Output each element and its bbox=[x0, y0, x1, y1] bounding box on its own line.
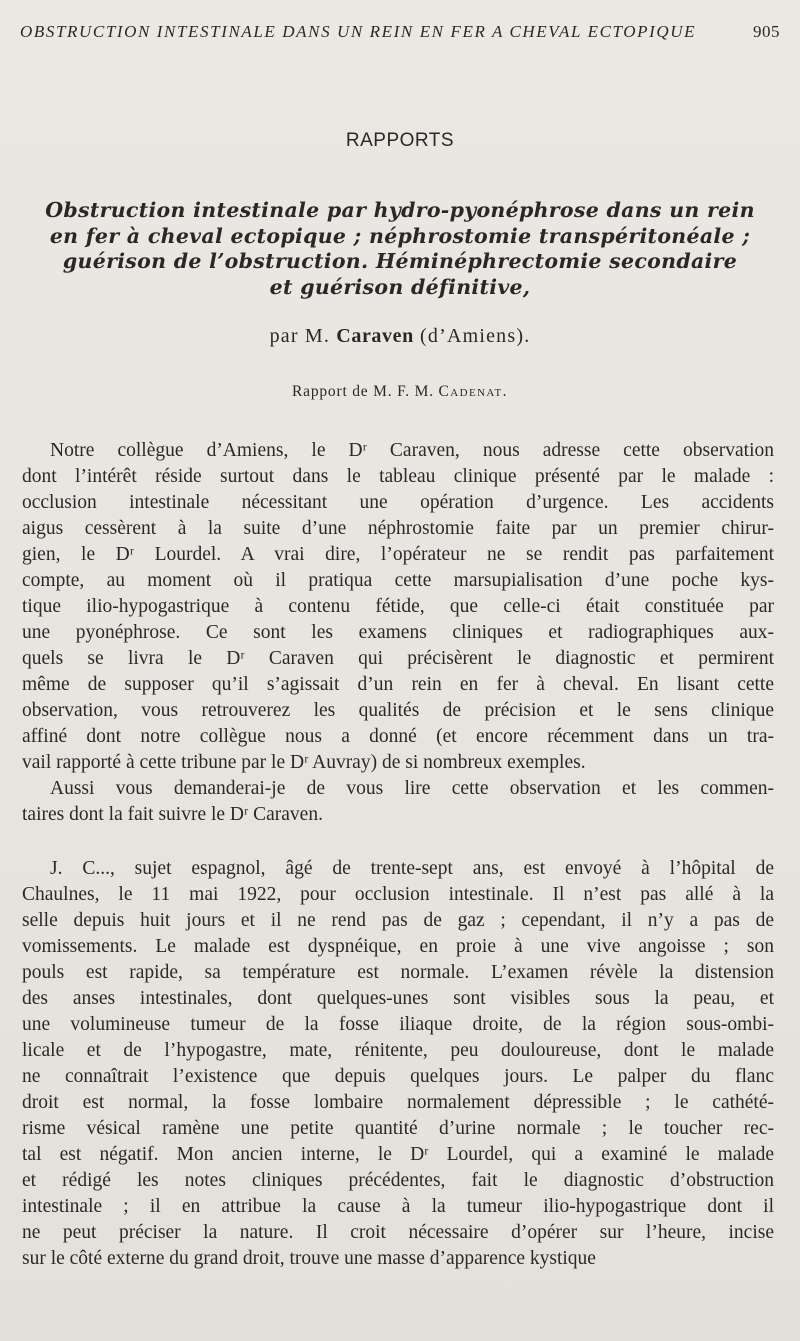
byline-affiliation: (d’Amiens). bbox=[420, 325, 531, 347]
text-line: dont l’intérêt réside surtout dans le tableau clinique présenté par le malade : bbox=[22, 466, 774, 487]
text-line: Chaulnes, le 11 mai 1922, pour occlusion intestinale. Il n’est pas allé à la bbox=[22, 884, 774, 905]
text-line: intestinale ; il en attribue la cause à la tumeur ilio-hypogastrique dont il bbox=[22, 1196, 774, 1217]
report-line bbox=[0, 383, 800, 401]
text-line: taires dont la fait suivre le Dʳ Caraven. bbox=[22, 804, 323, 825]
text-line: Aussi vous demanderai-je de vous lire cette observation et les commen- bbox=[50, 778, 774, 799]
text-line: ne peut préciser la nature. Il croit nécessaire d’opérer sur l’heure, incise bbox=[22, 1222, 774, 1243]
text-line: compte, au moment où il pratiqua cette marsupialisation d’une poche kys- bbox=[22, 570, 774, 591]
article-title-line: en fer à cheval ectopique ; néphrostomie transpéritonéale ; bbox=[49, 223, 751, 248]
text-line: une pyonéphrose. Ce sont les examens cliniques et radiographiques aux- bbox=[22, 622, 774, 643]
text-line: affiné dont notre collègue nous a donné (et encore récemment dans un tra- bbox=[22, 726, 774, 747]
text-line: une volumineuse tumeur de la fosse iliaque droite, de la région sous-ombi- bbox=[22, 1014, 774, 1035]
text-line: gien, le Dʳ Lourdel. A vrai dire, l’opérateur ne se rendit pas parfaitement bbox=[22, 544, 774, 565]
text-line: ne connaîtrait l’existence que depuis quelques jours. Le palper du flanc bbox=[22, 1066, 774, 1087]
text-line: des anses intestinales, dont quelques-unes sont visibles sous la peau, et bbox=[22, 988, 774, 1009]
paragraph-request bbox=[22, 776, 774, 828]
text-line: même de supposer qu’il s’agissait d’un rein en fer à cheval. En lisant cette bbox=[22, 674, 774, 695]
article-title-line: guérison de l’obstruction. Héminéphrectomie secondaire bbox=[62, 249, 738, 273]
text-line: quels se livra le Dʳ Caraven qui précisèrent le diagnostic et permirent bbox=[22, 648, 774, 669]
byline bbox=[0, 325, 800, 348]
text-line: droit est normal, la fosse lombaire normalement dépressible ; le cathété- bbox=[22, 1092, 774, 1113]
page-number: 905 bbox=[753, 22, 780, 41]
byline-prefix: par M. bbox=[269, 325, 331, 347]
text-line: tique ilio-hypogastrique à contenu fétide, que celle-ci était constituée par bbox=[22, 596, 774, 617]
text-line: et rédigé les notes cliniques précédentes, fait le diagnostic d’obstruction bbox=[22, 1170, 774, 1191]
text-line: vomissements. Le malade est dyspnéique, en proie à une vive angoisse ; son bbox=[22, 936, 774, 957]
text-line: occlusion intestinale nécessitant une opération d’urgence. Les accidents bbox=[22, 492, 774, 513]
text-line: risme vésical ramène une petite quantité d’urine normale ; le toucher rec- bbox=[22, 1118, 774, 1139]
text-line: J. C..., sujet espagnol, âgé de trente-sept ans, est envoyé à l’hôpital de bbox=[50, 858, 774, 879]
running-header bbox=[20, 22, 780, 42]
reporter-name: Cadenat. bbox=[438, 383, 508, 400]
article-title-line: Obstruction intestinale par hydro-pyonéphrose dans un rein bbox=[45, 198, 755, 222]
text-line: licale et de l’hypogastre, mate, rénitente, peu douloureuse, dont le malade bbox=[22, 1040, 774, 1061]
paragraph-observation bbox=[22, 856, 774, 1272]
article-title bbox=[20, 198, 780, 300]
text-line: tal est négatif. Mon ancien interne, le Dʳ Lourdel, qui a examiné le malade bbox=[22, 1144, 774, 1165]
text-line: selle depuis huit jours et il ne rend pas de gaz ; cependant, il n’y a pas de bbox=[22, 910, 774, 931]
article-title-line: et guérison définitive, bbox=[269, 274, 531, 299]
byline-author: Caraven bbox=[336, 325, 414, 347]
text-line: vail rapporté à cette tribune par le Dʳ Auvray) de si nombreux exemples. bbox=[22, 752, 586, 773]
text-line: aigus cessèrent à la suite d’une néphrostomie faite par un premier chirur- bbox=[22, 518, 774, 539]
report-prefix: Rapport de M. F. M. bbox=[292, 383, 434, 400]
text-line: Notre collègue d’Amiens, le Dʳ Caraven, nous adresse cette observation bbox=[50, 440, 774, 461]
text-line: sur le côté externe du grand droit, trouve une masse d’apparence kystique bbox=[22, 1248, 596, 1269]
paragraph-introduction bbox=[22, 438, 774, 776]
running-header-title: OBSTRUCTION INTESTINALE DANS UN REIN EN FER A CHEVAL ECTOPIQUE bbox=[20, 22, 697, 41]
text-line: observation, vous retrouverez les qualités de précision et le sens clinique bbox=[22, 700, 774, 721]
section-title: RAPPORTS bbox=[345, 130, 455, 151]
text-line: pouls est rapide, sa température est normale. L’examen révèle la distension bbox=[22, 962, 774, 983]
